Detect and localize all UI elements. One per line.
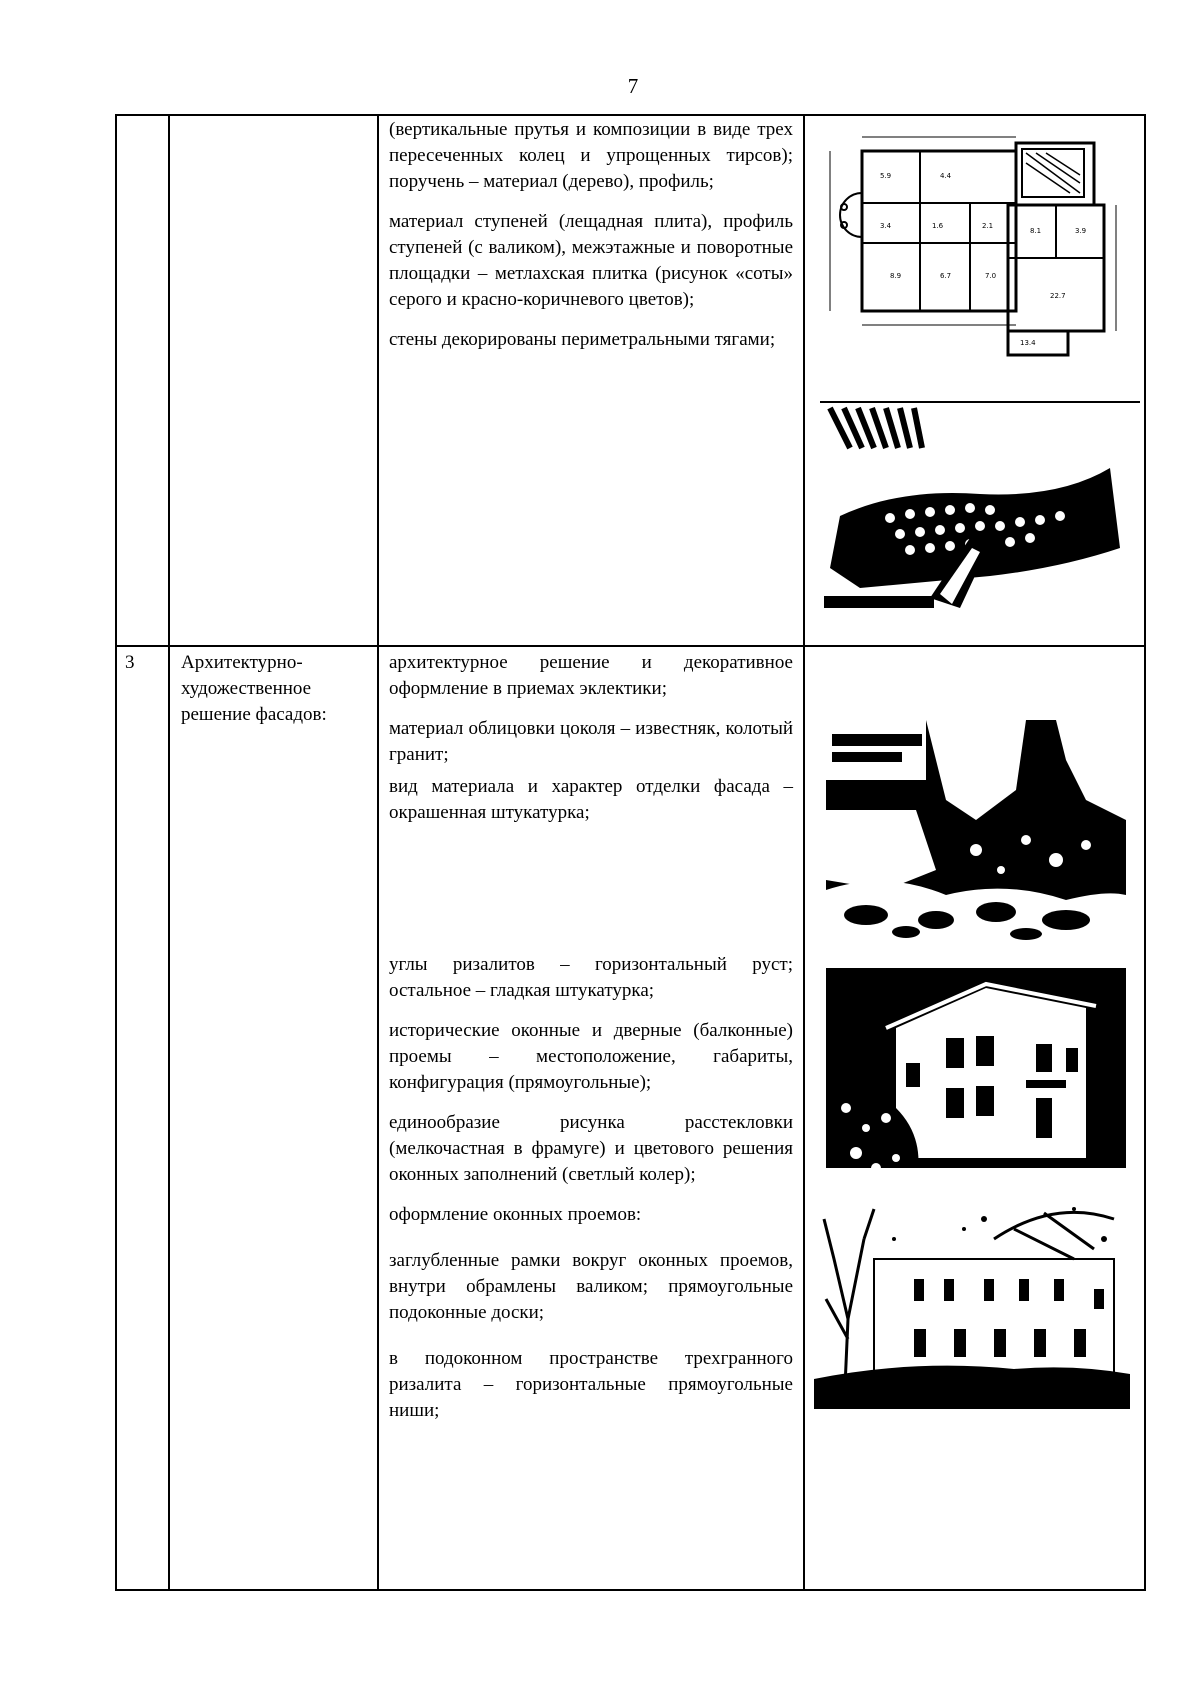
svg-text:1.6: 1.6: [932, 222, 944, 230]
svg-text:7.0: 7.0: [985, 272, 997, 280]
svg-text:5.9: 5.9: [880, 172, 892, 180]
description-paragraph: вид материала и характер отделки фасада – окрашенная штукатурка;: [389, 776, 793, 823]
svg-text:2.1: 2.1: [982, 222, 994, 230]
row-subject: Архитектурно-художественное решение фасадов:: [181, 652, 327, 725]
description-paragraph: оформление оконных проемов:: [389, 1204, 642, 1225]
table-border-bottom: [115, 1589, 1146, 1591]
table-border-top: [115, 114, 1146, 116]
row-3-description: [389, 650, 793, 1424]
description-paragraph: исторические оконные и дверные (балконные) проемы – местоположение, габариты, конфигурация (прямоугольные);: [389, 1020, 793, 1093]
plinth-closeup-photo: [826, 720, 1126, 942]
svg-text:13.4: 13.4: [1020, 339, 1036, 347]
table-column-divider: [803, 114, 805, 1591]
svg-text:3.4: 3.4: [880, 222, 892, 230]
description-paragraph: стены декорированы периметральными тягами;: [389, 329, 776, 350]
description-paragraph: материал облицовки цоколя – известняк, колотый гранит;: [389, 718, 793, 765]
description-paragraph: в подоконном пространстве трехгранного ризалита – горизонтальные прямоугольные ниши;: [389, 1348, 793, 1421]
table-column-divider: [168, 114, 170, 1591]
description-paragraph: архитектурное решение и декоративное оформление в приемах эклектики;: [389, 652, 793, 699]
row-number: 3: [125, 652, 135, 673]
building-winter-photo: [814, 1199, 1130, 1409]
table-row-divider: [115, 645, 1146, 647]
table-column-divider: [377, 114, 379, 1591]
page-number: 7: [627, 74, 639, 98]
description-paragraph: (вертикальные прутья и композиции в виде трех пересеченных колец и упрощенных тирсов); поручень – материал (дерево), профиль;: [389, 119, 793, 192]
svg-text:8.9: 8.9: [890, 272, 902, 280]
description-paragraph: заглубленные рамки вокруг оконных проемов, внутри обрамлены валиком; прямоугольные подоконные доски;: [389, 1250, 793, 1323]
row-continuation-description: [389, 117, 793, 353]
floor-plan-drawing: [820, 133, 1130, 359]
building-facade-photo: [826, 968, 1126, 1183]
table-border-right: [1144, 114, 1146, 1591]
svg-text:3.9: 3.9: [1075, 227, 1087, 235]
svg-text:22.7: 22.7: [1050, 292, 1066, 300]
description-paragraph: материал ступеней (лещадная плита), профиль ступеней (с валиком), межэтажные и поворотные площадки – метлахская плитка (рисунок «соты» серого и красно-коричневого цветов);: [389, 211, 793, 310]
svg-text:8.1: 8.1: [1030, 227, 1042, 235]
table-border-left: [115, 114, 117, 1591]
staircase-tile-photo: [820, 398, 1140, 616]
svg-text:6.7: 6.7: [940, 272, 952, 280]
description-paragraph: единообразие рисунка расстекловки (мелкочастная в фрамуге) и цветового решения оконных заполнений (светлый колер);: [389, 1112, 793, 1185]
svg-text:4.4: 4.4: [940, 172, 952, 180]
description-paragraph: углы ризалитов – горизонтальный руст; остальное – гладкая штукатурка;: [389, 954, 793, 1001]
